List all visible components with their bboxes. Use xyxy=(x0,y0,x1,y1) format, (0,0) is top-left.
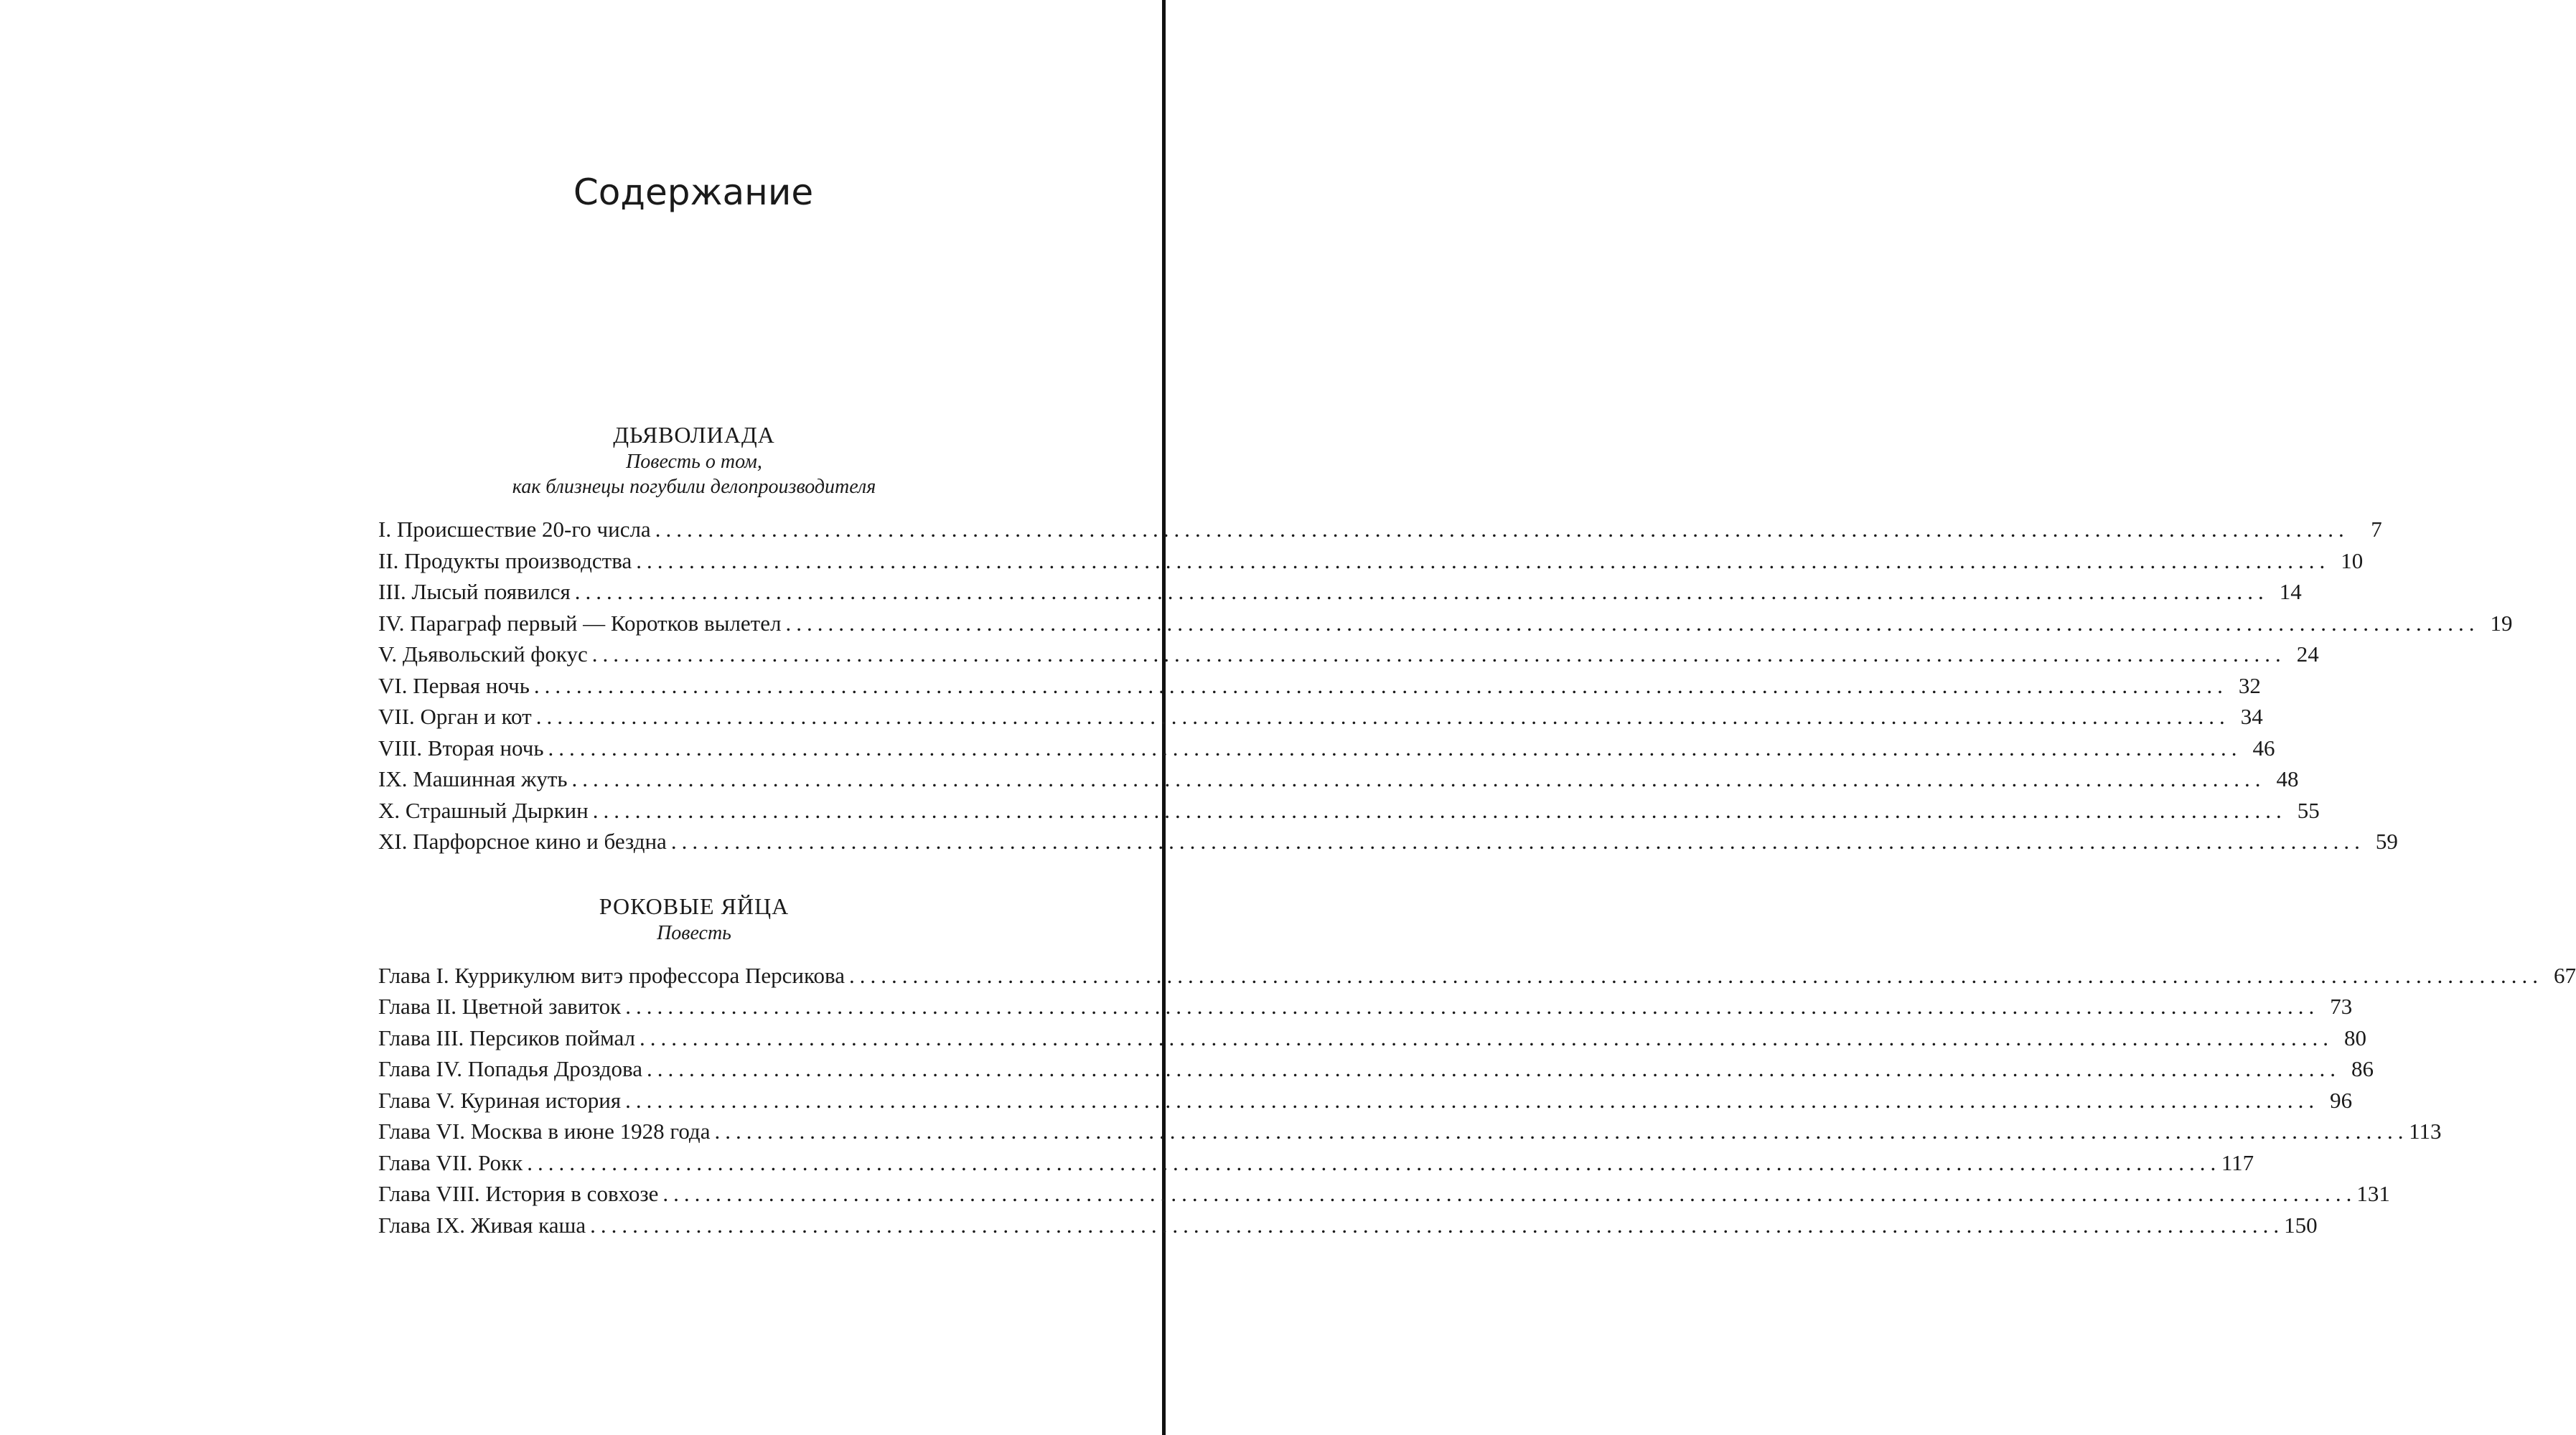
page-title: Содержание xyxy=(573,171,814,213)
toc-entry[interactable] xyxy=(378,670,2261,702)
toc-entry-label: Глава III. Персиков поймал xyxy=(378,1025,635,1050)
toc-entry[interactable] xyxy=(378,1053,2374,1085)
toc-entry-page: 24 xyxy=(2296,641,2319,667)
toc-entry-page: 131 xyxy=(2356,1181,2390,1206)
toc-entry-label: Глава IV. Попадья Дроздова xyxy=(378,1056,643,1081)
dot-leader: ................................................................................................................................................................ xyxy=(670,829,2365,854)
toc-section-rokovye-yaytsa xyxy=(378,892,2576,1241)
toc-entry-label: VIII. Вторая ночь xyxy=(378,735,544,761)
dot-leader: ................................................................................................................................................................ xyxy=(785,610,2480,636)
toc-entry-label: VII. Орган и кот xyxy=(378,704,532,729)
toc-entry-page: 34 xyxy=(2240,704,2263,729)
toc-entry[interactable] xyxy=(378,545,2364,577)
dot-leader: ................................................................................................................................................................ xyxy=(639,1025,2333,1050)
toc-entry-label: V. Дьявольский фокус xyxy=(378,641,588,667)
toc-entry[interactable] xyxy=(378,1116,2442,1147)
toc-entry[interactable] xyxy=(378,608,2513,639)
toc-entry[interactable] xyxy=(378,701,2263,733)
section-header xyxy=(378,892,1010,946)
toc-entry-label: II. Продукты производства xyxy=(378,547,632,573)
toc-entry[interactable] xyxy=(378,733,2275,764)
toc-entry-list xyxy=(378,960,2576,1241)
toc-entry-page: 46 xyxy=(2252,735,2275,761)
section-subtitle-line: как близнецы погубили делопроизводителя xyxy=(512,476,876,498)
dot-leader: ................................................................................................................................................................ xyxy=(848,962,2543,988)
dot-leader: ................................................................................................................................................................ xyxy=(636,547,2331,573)
toc-entry-label: X. Страшный Дыркин xyxy=(378,797,589,823)
section-header xyxy=(378,420,1010,499)
toc-entry[interactable] xyxy=(378,763,2299,795)
toc-entry[interactable] xyxy=(378,826,2398,857)
toc-entry-page: 14 xyxy=(2279,579,2302,604)
dot-leader: ................................................................................................................................................................ xyxy=(592,797,2287,823)
toc-entry-label: Глава VI. Москва в июне 1928 года xyxy=(378,1119,711,1144)
dot-leader: ................................................................................................................................................................ xyxy=(548,735,2242,761)
toc-entry-page: 80 xyxy=(2343,1025,2366,1050)
dot-leader: ................................................................................................................................................................ xyxy=(625,1087,2320,1113)
toc-entry[interactable] xyxy=(378,960,2576,992)
toc-entry-page: 19 xyxy=(2490,610,2513,636)
toc-entry-page: 73 xyxy=(2330,994,2353,1019)
section-title: РОКОВЫЕ ЯЙЦА xyxy=(599,893,790,919)
toc-entry-label: IX. Машинная жуть xyxy=(378,766,568,791)
toc-entry-label: Глава VIII. История в совхозе xyxy=(378,1181,659,1206)
dot-leader: ................................................................................................................................................................ xyxy=(527,1149,2221,1175)
toc-entry-page: 96 xyxy=(2330,1087,2353,1113)
toc-entry-label: IV. Параграф первый — Коротков вылетел xyxy=(378,610,782,636)
toc-entry-label: I. Происшествие 20-го числа xyxy=(378,517,651,542)
toc-entry-label: Глава I. Куррикулюм витэ профессора Персикова xyxy=(378,962,845,988)
toc-entry[interactable] xyxy=(378,576,2302,608)
toc-entry[interactable] xyxy=(378,795,2320,827)
dot-leader: ................................................................................................................................................................ xyxy=(647,1056,2341,1081)
section-subtitle-line: Повесть xyxy=(657,921,731,944)
toc-entry-page: 86 xyxy=(2351,1056,2374,1081)
section-title: ДЬЯВОЛИАДА xyxy=(613,422,775,448)
toc-entry-page: 10 xyxy=(2341,547,2364,573)
toc-entry-page: 150 xyxy=(2284,1212,2318,1238)
toc-entry[interactable] xyxy=(378,1022,2366,1054)
dot-leader: ................................................................................................................................................................ xyxy=(535,704,2230,729)
toc-entry-label: Глава VII. Рокк xyxy=(378,1149,523,1175)
toc-entry-label: VI. Первая ночь xyxy=(378,672,530,698)
toc-entry[interactable] xyxy=(378,1210,2318,1241)
toc-entry-page: 55 xyxy=(2297,797,2320,823)
toc-entry-page: 59 xyxy=(2375,829,2398,854)
dot-leader: ................................................................................................................................................................ xyxy=(625,994,2320,1019)
dot-leader: ................................................................................................................................................................ xyxy=(655,517,2349,542)
toc-entry-label: Глава V. Куриная история xyxy=(378,1087,622,1113)
table-of-contents xyxy=(378,420,2576,1241)
toc-entry[interactable] xyxy=(378,1178,2390,1210)
toc-entry-page: 7 xyxy=(2371,517,2382,542)
section-subtitle-line: Повесть о том, xyxy=(626,451,762,473)
toc-entry-label: III. Лысый появился xyxy=(378,579,571,604)
toc-entry-list xyxy=(378,514,2513,857)
toc-entry-label: XI. Парфорсное кино и бездна xyxy=(378,829,667,854)
toc-entry[interactable] xyxy=(378,1147,2254,1179)
dot-leader: ................................................................................................................................................................ xyxy=(662,1181,2357,1206)
dot-leader: ................................................................................................................................................................ xyxy=(574,579,2269,604)
dot-leader: ................................................................................................................................................................ xyxy=(571,766,2266,791)
toc-entry-page: 67 xyxy=(2553,962,2576,988)
toc-entry[interactable] xyxy=(378,991,2353,1022)
toc-entry-page: 117 xyxy=(2221,1149,2254,1175)
toc-entry-page: 32 xyxy=(2238,672,2261,698)
toc-entry[interactable] xyxy=(378,639,2319,670)
dot-leader: ................................................................................................................................................................ xyxy=(590,1212,2285,1238)
toc-entry[interactable] xyxy=(378,1085,2353,1116)
toc-entry-page: 113 xyxy=(2409,1119,2442,1144)
toc-entry-label: Глава II. Цветной завиток xyxy=(378,994,622,1019)
toc-entry-label: Глава IX. Живая каша xyxy=(378,1212,586,1238)
dot-leader: ................................................................................................................................................................ xyxy=(714,1119,2409,1144)
toc-section-dyavoliada xyxy=(378,420,2513,857)
dot-leader: ................................................................................................................................................................ xyxy=(591,641,2286,667)
dot-leader: ................................................................................................................................................................ xyxy=(533,672,2228,698)
toc-entry-page: 48 xyxy=(2276,766,2299,791)
toc-entry[interactable] xyxy=(378,514,2382,545)
